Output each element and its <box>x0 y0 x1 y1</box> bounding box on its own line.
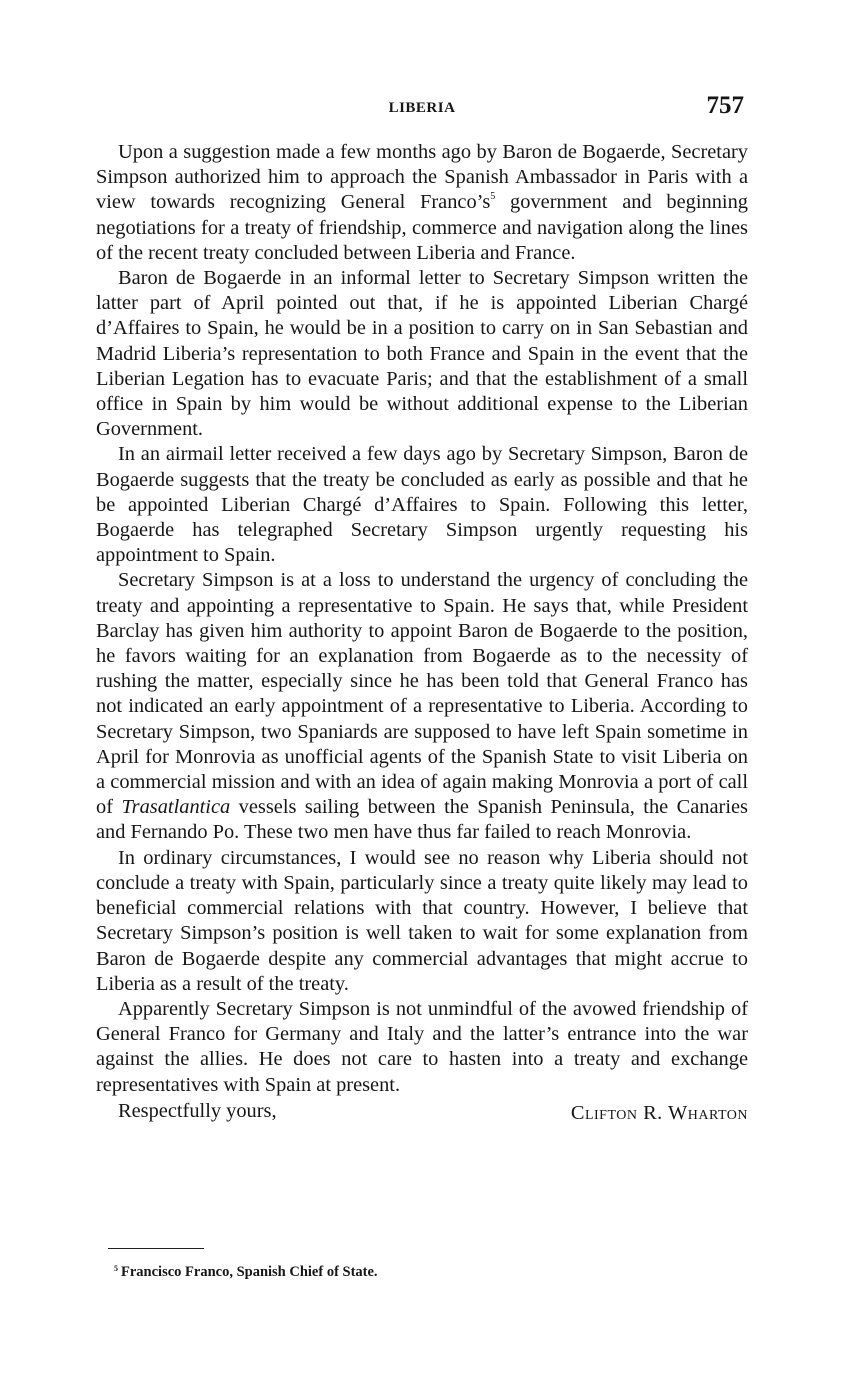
closing-salutation: Respectfully yours, <box>118 1099 277 1122</box>
ship-line-name: Trasatlantica <box>121 796 231 819</box>
footnote-text: Francisco Franco, Spanish Chief of State. <box>121 1264 378 1280</box>
footnote-reference: 5 <box>490 191 496 203</box>
footnote-rule <box>108 1248 204 1249</box>
running-title: LIBERIA <box>388 100 456 116</box>
paragraph-1-text-before: Upon a suggestion made a few months ago by Baron de Bogaerde, Secretary Simpson authorized him to approach the Spanish Ambassador in Paris with a view towards recognizing General Franco’s <box>96 141 748 214</box>
paragraph-2: Baron de Bogaerde in an informal letter to Secretary Simpson written the latter part of April pointed out that, if he is appointed Liberian Chargé d’Affaires to Spain, he would be in a position to carry on in San Sebastian and Madrid Liberia’s representation to both France and Spain in the event that the Liberian Legation has to evacuate Paris; and that the establishment of a small office in Spain by him would be without additional expense to the Liberian Government. <box>96 267 748 441</box>
page-number: 757 <box>706 92 744 119</box>
letter-closing <box>96 1099 748 1125</box>
paragraph-1-text-after: government and beginning negotiations for a treaty of friendship, commerce and navigation along the lines of the recent treaty concluded between Liberia and France. <box>96 191 748 264</box>
footnote-marker: 5 <box>114 1264 118 1273</box>
paragraph-4 <box>96 568 748 845</box>
paragraph-6: Apparently Secretary Simpson is not unmindful of the avowed friendship of General Franco for Germany and Italy and the latter’s entrance into the war against the allies. He does not care to hasten into a treaty and exchange representatives with Spain at present. <box>96 997 748 1096</box>
paragraph-5: In ordinary circumstances, I would see no reason why Liberia should not conclude a treaty with Spain, particularly since a treaty quite likely may lead to beneficial commercial relations with that country. However, I believe that Secretary Simpson’s position is well taken to wait for some explanation from Baron de Bogaerde despite any commercial advantages that might accrue to Liberia as a result of the treaty. <box>96 846 748 995</box>
paragraph-1 <box>96 140 748 266</box>
signature: Clifton R. Wharton <box>570 1101 748 1124</box>
paragraph-3: In an airmail letter received a few days ago by Secretary Simpson, Baron de Bogaerde suggests that the treaty be concluded as early as possible and that he be appointed Liberian Chargé d’Affaires to Spain. Following this letter, Bogaerde has telegraphed Secretary Simpson urgently requesting his appointment to Spain. <box>96 443 748 567</box>
running-head <box>0 92 844 122</box>
paragraph-4-text-after: vessels sailing between the Spanish Peninsula, the Canaries and Fernando Po. These two men have thus far failed to reach Monrovia. <box>96 796 748 844</box>
letter-body <box>96 140 748 1125</box>
paragraph-4-text-before: Secretary Simpson is at a loss to understand the urgency of concluding the treaty and appointing a representative to Spain. He says that, while President Barclay has given him authority to appoint Baron de Bogaerde to the position, he favors waiting for an explanation from Bogaerde as to the necessity of rushing the matter, especially since he has been told that General Franco has not indicated an early appointment of a representative to Liberia. According to Secretary Simpson, two Spaniards are supposed to have left Spain sometime in April for Monrovia as unofficial agents of the Spanish State to visit Liberia on a commercial mission and with an idea of again making Monrovia a port of call of <box>96 569 748 819</box>
footnote <box>114 1264 378 1281</box>
